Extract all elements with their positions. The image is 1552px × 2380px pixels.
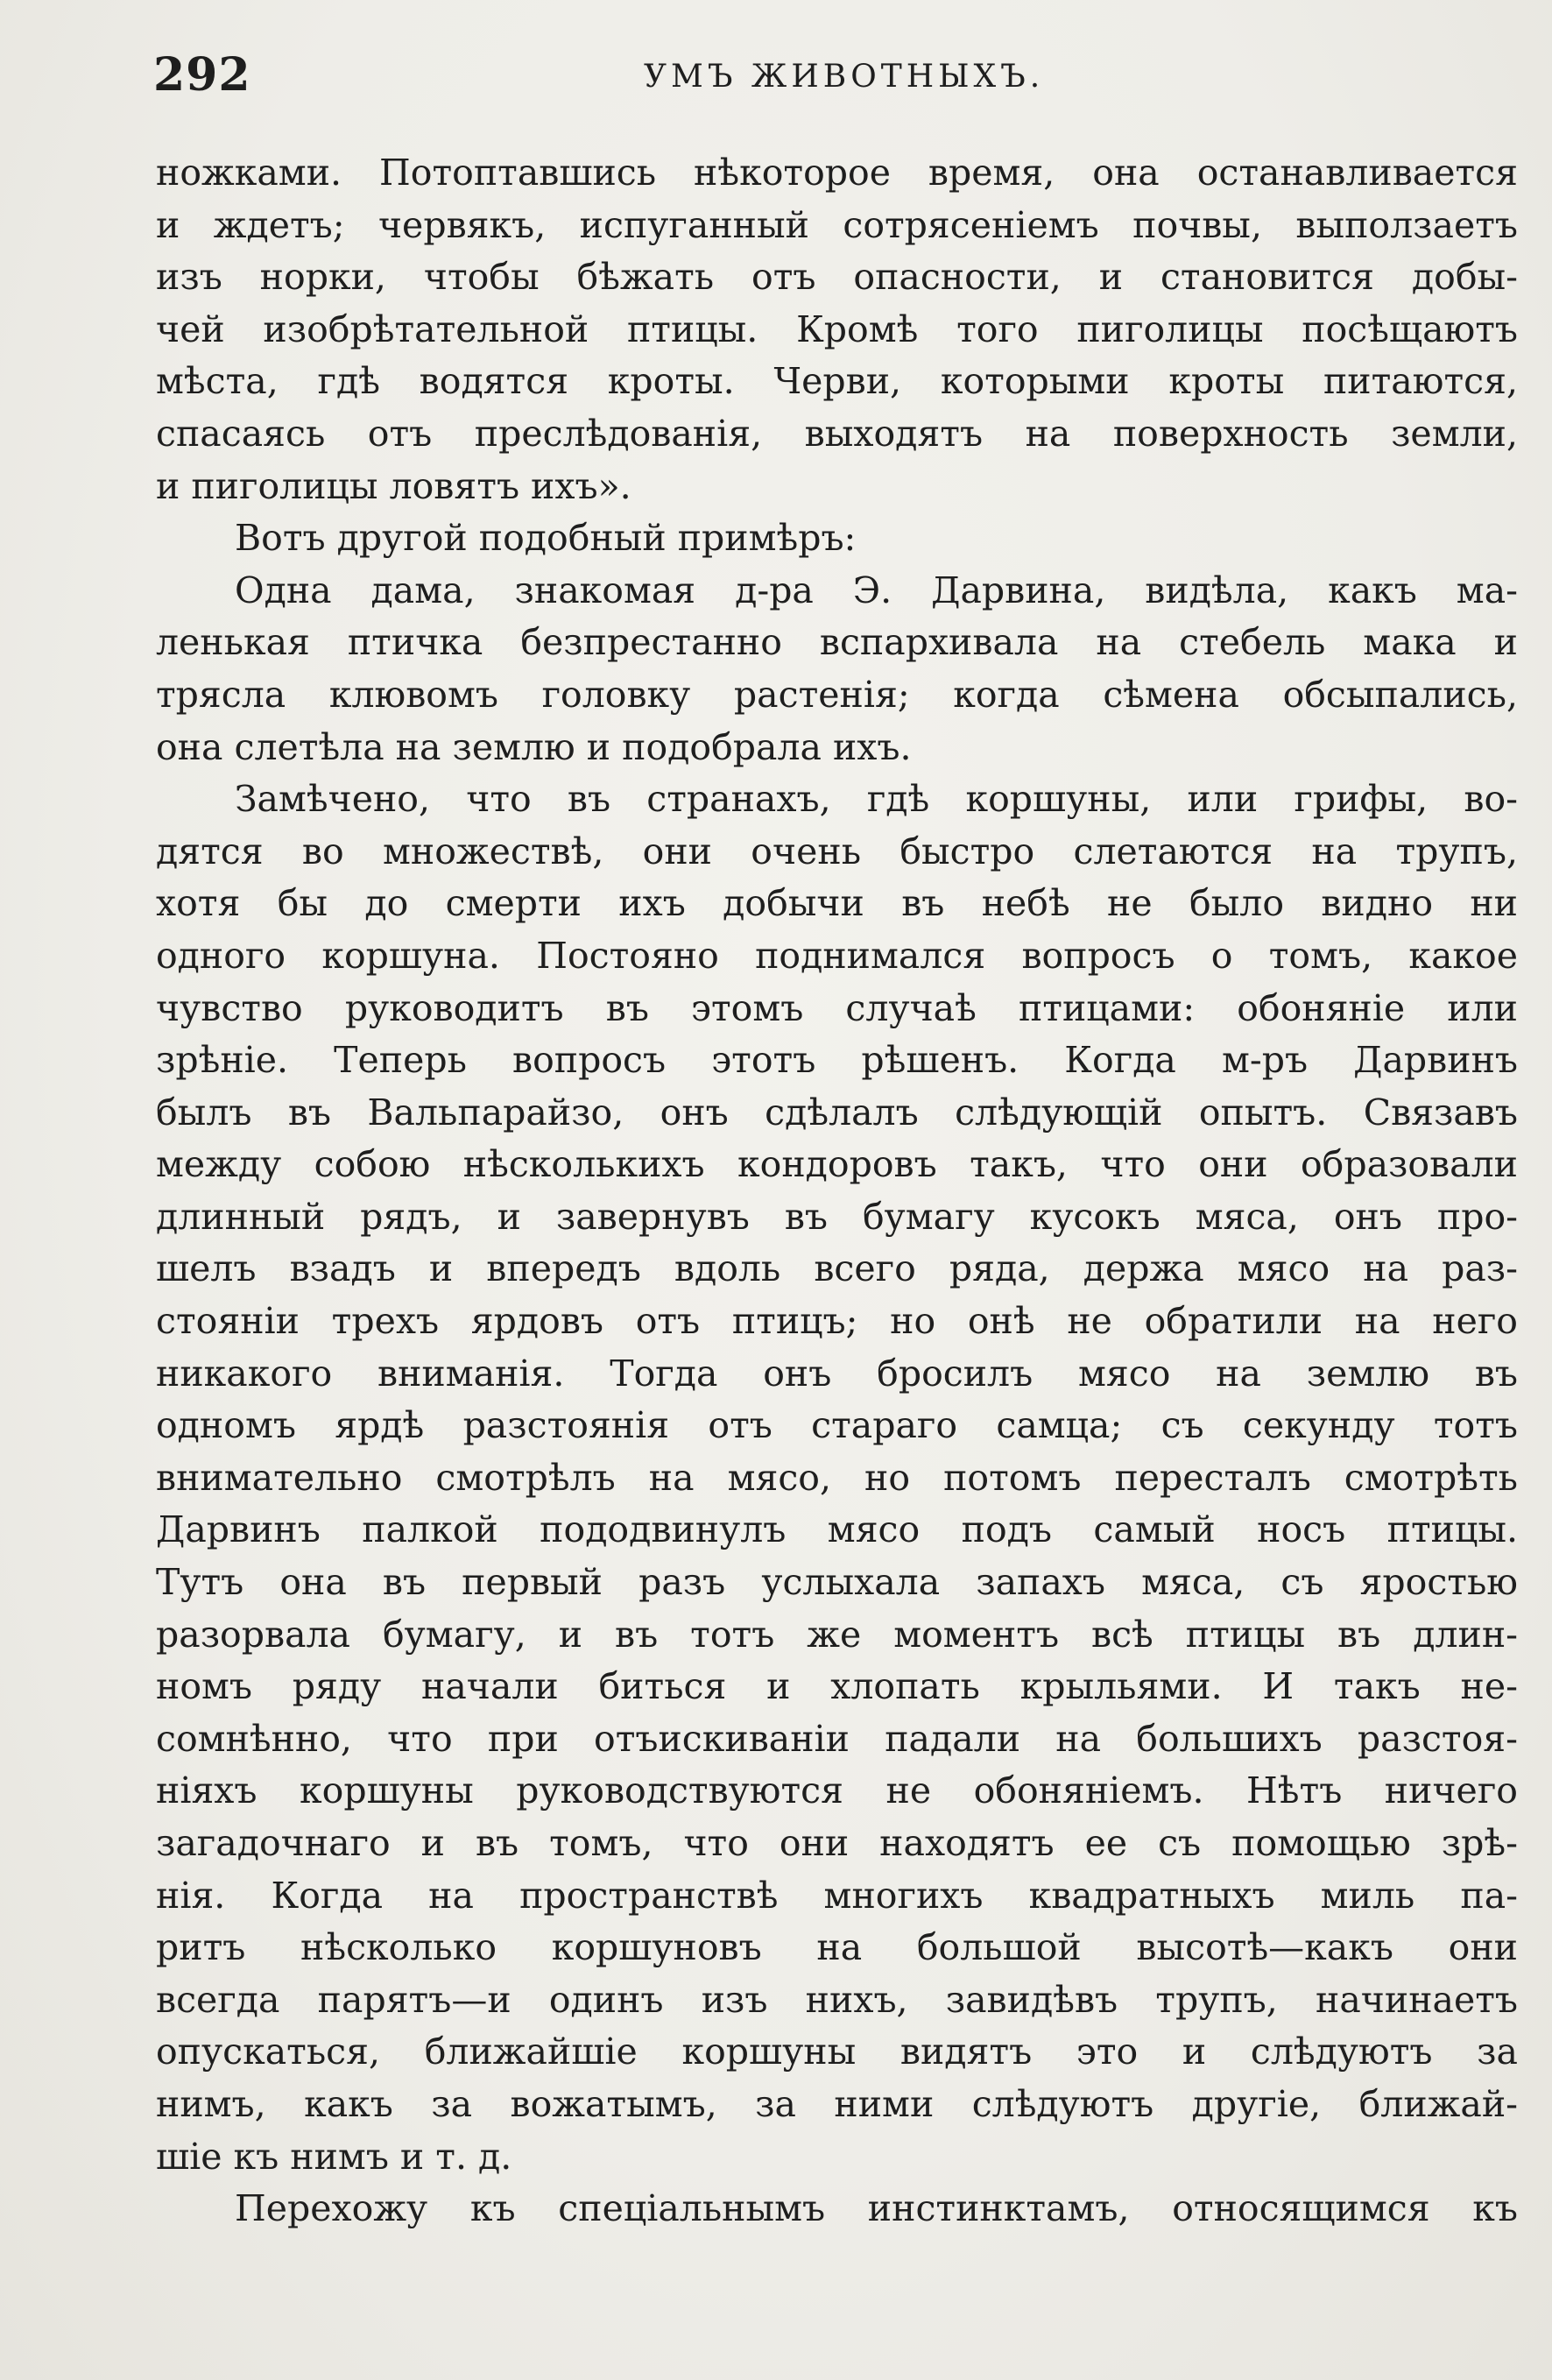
text-line: Тутъ она въ первый разъ услыхала запахъ мяса, съ яростью xyxy=(156,1561,1518,1604)
text-line: номъ ряду начали биться и хлопать крыльями. И такъ не- xyxy=(156,1665,1518,1708)
text-line: разорвала бумагу, и въ тотъ же моментъ всѣ птицы въ длин- xyxy=(156,1613,1518,1656)
text-line: одномъ ярдѣ разстоянія отъ стараго самца; съ секунду тотъ xyxy=(156,1404,1518,1447)
text-line: ніяхъ коршуны руководствуются не обоняніемъ. Нѣтъ ничего xyxy=(156,1769,1518,1812)
text-line: стояніи трехъ ярдовъ отъ птицъ; но онѣ не обратили на него xyxy=(156,1300,1518,1343)
text-line: длинный рядъ, и завернувъ въ бумагу кусокъ мяса, онъ про- xyxy=(156,1195,1518,1238)
text-line: Перехожу къ спеціальнымъ инстинктамъ, относящимся къ xyxy=(235,2187,1518,2230)
text-line: шелъ взадъ и впередъ вдоль всего ряда, держа мясо на раз- xyxy=(156,1247,1518,1290)
text-line: сомнѣнно, что при отъискиваніи падали на большихъ разстоя- xyxy=(156,1717,1518,1760)
text-line: Вотъ другой подобный примѣръ: xyxy=(235,517,857,560)
text-line: мѣста, гдѣ водятся кроты. Черви, которыми кроты питаются, xyxy=(156,360,1518,403)
text-line: загадочнаго и въ томъ, что они находятъ ее съ помощью зрѣ- xyxy=(156,1822,1518,1864)
text-line: ленькая птичка безпрестанно вспархивала на стебель мака и xyxy=(156,621,1518,664)
page-number: 292 xyxy=(153,48,251,102)
text-line: и пиголицы ловятъ ихъ». xyxy=(156,464,631,507)
text-line: Дарвинъ палкой пододвинулъ мясо подъ самый носъ птицы. xyxy=(156,1508,1518,1551)
text-line: Одна дама, знакомая д-ра Э. Дарвина, видѣла, какъ ма- xyxy=(235,569,1518,611)
text-line: дятся во множествѣ, они очень быстро слетаются на трупъ, xyxy=(156,830,1518,872)
text-line: хотя бы до смерти ихъ добычи въ небѣ не было видно ни xyxy=(156,882,1518,925)
body-text xyxy=(156,147,1518,2235)
text-line: чувство руководитъ въ этомъ случаѣ птицами: обоняніе или xyxy=(156,986,1518,1029)
text-line: одного коршуна. Постояно поднимался вопросъ о томъ, какое xyxy=(156,934,1518,977)
text-line: она слетѣла на землю и подобрала ихъ. xyxy=(156,725,912,768)
text-line: чей изобрѣтательной птицы. Кромѣ того пиголицы посѣщаютъ xyxy=(156,307,1518,350)
text-line: зрѣніе. Теперь вопросъ этотъ рѣшенъ. Когда м-ръ Дарвинъ xyxy=(156,1039,1518,1082)
text-line: опускаться, ближайшіе коршуны видятъ это и слѣдуютъ за xyxy=(156,2030,1518,2073)
text-line: былъ въ Вальпарайзо, онъ сдѣлалъ слѣдующій опытъ. Связавъ xyxy=(156,1091,1518,1134)
text-line: спасаясь отъ преслѣдованія, выходятъ на поверхность земли, xyxy=(156,412,1518,455)
running-title: УМЪ ЖИВОТНЫХЪ. xyxy=(644,59,1045,95)
text-line: ножками. Потоптавшись нѣкоторое время, она останавливается xyxy=(156,152,1518,194)
text-line: ритъ нѣсколько коршуновъ на большой высотѣ—какъ они xyxy=(156,1926,1518,1969)
running-head xyxy=(153,48,1520,109)
text-line: шіе къ нимъ и т. д. xyxy=(156,2135,512,2178)
text-line: нія. Когда на пространствѣ многихъ квадратныхъ миль па- xyxy=(156,1874,1518,1917)
text-line: всегда парятъ—и одинъ изъ нихъ, завидѣвъ трупъ, начинаетъ xyxy=(156,1978,1518,2021)
text-line: нимъ, какъ за вожатымъ, за ними слѣдуютъ другіе, ближай- xyxy=(156,2082,1518,2125)
text-line: трясла клювомъ головку растенія; когда сѣмена обсыпались, xyxy=(156,673,1518,716)
text-line: между собою нѣсколькихъ кондоровъ такъ, что они образовали xyxy=(156,1143,1518,1186)
text-line: никакого вниманія. Тогда онъ бросилъ мясо на землю въ xyxy=(156,1352,1518,1395)
text-line: внимательно смотрѣлъ на мясо, но потомъ пересталъ смотрѣть xyxy=(156,1456,1518,1499)
text-line: изъ норки, чтобы бѣжать отъ опасности, и становится добы- xyxy=(156,256,1518,299)
text-line: и ждетъ; червякъ, испуганный сотрясеніемъ почвы, выползаетъ xyxy=(156,203,1518,246)
text-line: Замѣчено, что въ странахъ, гдѣ коршуны, или грифы, во- xyxy=(235,778,1518,821)
